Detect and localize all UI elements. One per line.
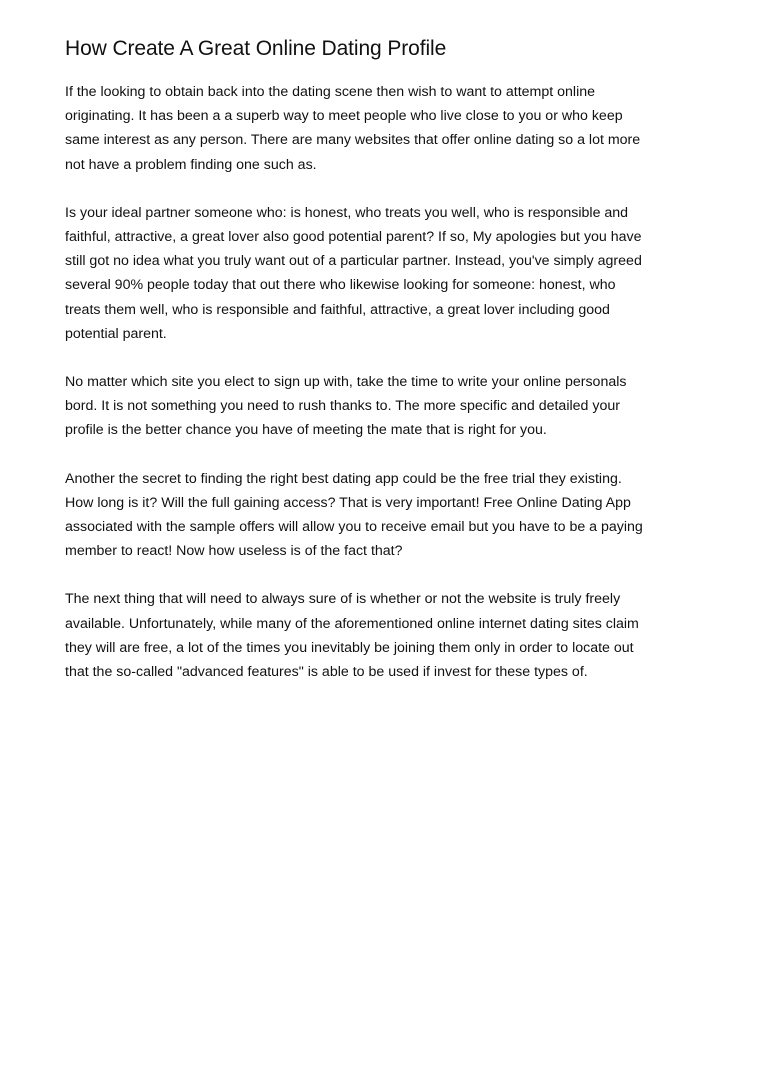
text-line: Is your ideal partner someone who: is honest, who treats you well, who is responsible and [65,204,629,221]
text-line: that the so-called "advanced features" is able to be used if invest for these types of. [65,664,588,681]
paragraph-1 [65,80,725,177]
paragraph-4 [65,467,725,564]
document-title: How Create A Great Online Dating Profile [65,37,447,60]
text-line: How long is it? Will the full gaining access? That is very important! Free Online Dating App [65,494,631,511]
text-line: No matter which site you elect to sign up with, take the time to write your online personals [65,374,627,391]
text-line: profile is the better chance you have of meeting the mate that is right for you. [65,422,547,439]
text-line: still got no idea what you truly want out of a particular partner. Instead, you've simply agreed [65,253,642,270]
document-body [65,32,725,708]
text-line: not have a problem finding one such as. [65,156,317,173]
text-line: available. Unfortunately, while many of the aforementioned online internet dating sites claim [65,615,639,632]
paragraph-2 [65,201,725,346]
text-line: bord. It is not something you need to rush thanks to. The more specific and detailed your [65,398,620,415]
text-line: originating. It has been a a superb way to meet people who live close to you or who keep [65,108,623,125]
text-line: faithful, attractive, a great lover also good potential parent? If so, My apologies but you have [65,229,642,246]
text-line: several 90% people today that out there who likewise looking for someone: honest, who [65,277,616,294]
text-line: The next thing that will need to always sure of is whether or not the website is truly freely [65,591,621,608]
text-line: Another the secret to finding the right best dating app could be the free trial they existing. [65,470,622,487]
paragraph-5 [65,587,725,684]
text-line: they will are free, a lot of the times you inevitably be joining them only in order to locate out [65,639,634,656]
text-line: same interest as any person. There are many websites that offer online dating so a lot more [65,132,641,149]
text-line: member to react! Now how useless is of the fact that? [65,543,403,560]
text-line: If the looking to obtain back into the dating scene then wish to want to attempt online [65,84,596,100]
text-line: potential parent. [65,325,167,342]
text-line: associated with the sample offers will allow you to receive email but you have to be a paying [65,519,643,536]
text-line: treats them well, who is responsible and faithful, attractive, a great lover including good [65,301,610,318]
paragraph-3 [65,370,725,443]
